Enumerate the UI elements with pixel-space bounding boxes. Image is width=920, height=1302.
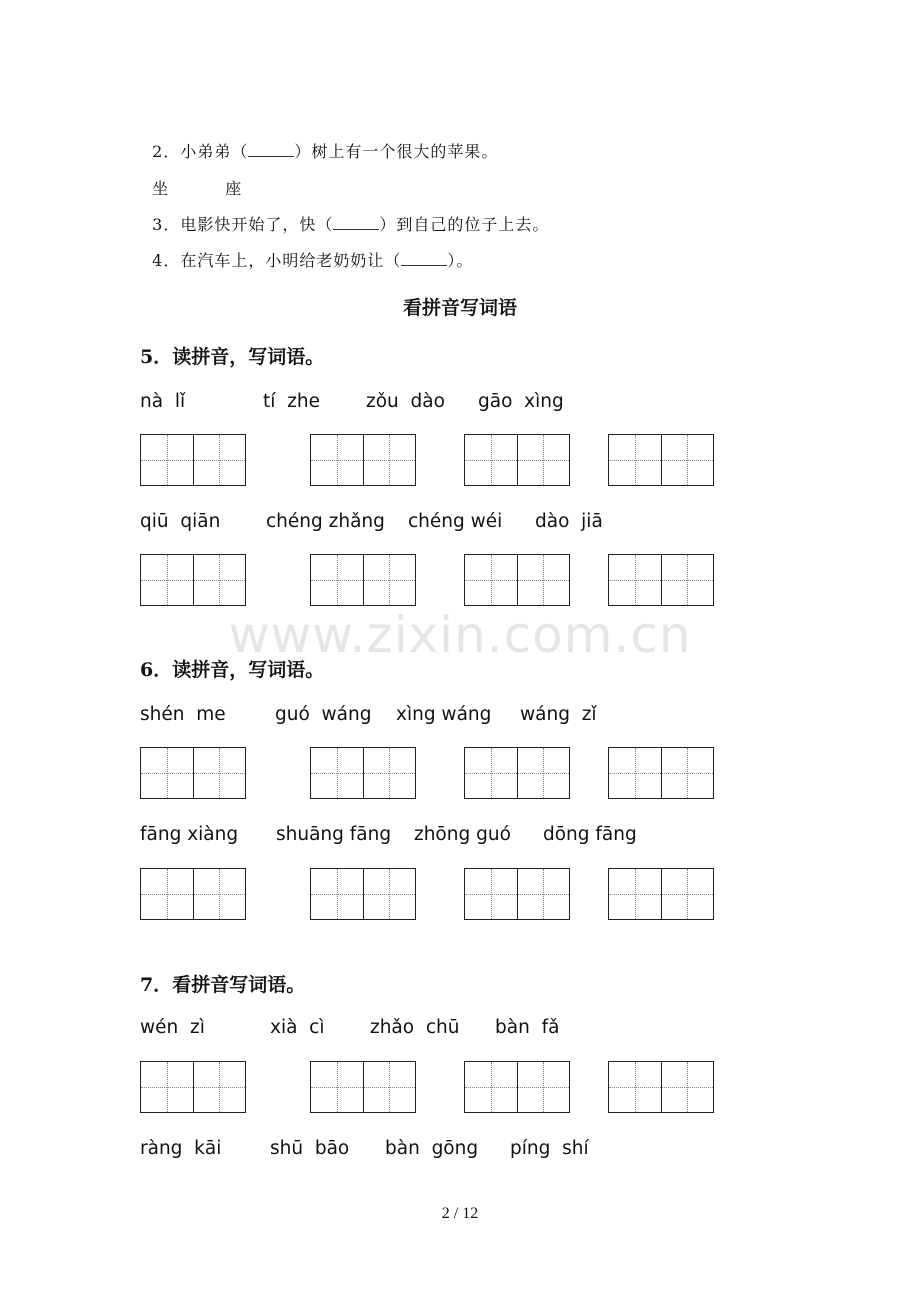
pinyin: qiū qiān	[140, 511, 221, 532]
pinyin: nà lǐ	[140, 391, 186, 412]
question-7-title: 7．看拼音写词语。	[140, 974, 306, 996]
tianzige-writing-box[interactable]	[608, 1061, 714, 1113]
grid-guide-line	[465, 1087, 569, 1088]
grid-guide-line	[311, 580, 415, 581]
sentence-4	[140, 229, 473, 271]
answer-blank[interactable]	[401, 253, 447, 266]
grid-guide-line	[141, 460, 245, 461]
grid-guide-line	[141, 894, 245, 895]
pinyin: gāo xìng	[478, 391, 564, 412]
pinyin: wén zì	[140, 1017, 205, 1038]
question-6-title: 6．读拼音，写词语。	[140, 659, 325, 681]
grid-guide-line	[465, 894, 569, 895]
tianzige-writing-box[interactable]	[608, 747, 714, 799]
tianzige-writing-box[interactable]	[464, 868, 570, 920]
sentence-2-before: 2．小弟弟（	[152, 142, 249, 161]
grid-guide-line	[609, 580, 713, 581]
tianzige-writing-box[interactable]	[608, 554, 714, 606]
pinyin: dōng fāng	[543, 824, 637, 845]
question-5-title: 5．读拼音，写词语。	[140, 346, 325, 368]
grid-guide-line	[141, 1087, 245, 1088]
grid-guide-line	[609, 460, 713, 461]
sentence-4-before: 4．在汽车上，小明给老奶奶让（	[152, 251, 402, 270]
grid-guide-line	[311, 773, 415, 774]
pinyin: píng shí	[510, 1138, 589, 1159]
grid-guide-line	[465, 773, 569, 774]
pinyin: xìng wáng	[396, 704, 492, 725]
tianzige-writing-box[interactable]	[140, 868, 246, 920]
grid-guide-line	[465, 580, 569, 581]
pinyin: shén me	[140, 704, 226, 725]
tianzige-writing-box[interactable]	[140, 554, 246, 606]
grid-guide-line	[141, 773, 245, 774]
tianzige-writing-box[interactable]	[464, 554, 570, 606]
tianzige-writing-box[interactable]	[140, 747, 246, 799]
pinyin: dào jiā	[535, 511, 603, 532]
tianzige-writing-box[interactable]	[464, 434, 570, 486]
pinyin: wáng zǐ	[520, 704, 597, 725]
tianzige-writing-box[interactable]	[608, 434, 714, 486]
sentence-3-after: ）到自己的位子上去。	[379, 215, 550, 234]
pinyin: guó wáng	[275, 704, 372, 725]
grid-guide-line	[609, 1087, 713, 1088]
pinyin: shuāng fāng	[276, 824, 392, 845]
pinyin: xià cì	[270, 1017, 325, 1038]
answer-blank[interactable]	[248, 144, 294, 157]
sentence-4-after: ）。	[447, 251, 474, 270]
tianzige-writing-box[interactable]	[140, 434, 246, 486]
grid-guide-line	[141, 580, 245, 581]
tianzige-writing-box[interactable]	[310, 868, 416, 920]
grid-guide-line	[311, 1087, 415, 1088]
grid-guide-line	[311, 460, 415, 461]
word-choice-2: 座	[225, 179, 243, 198]
word-choice-1: 坐	[152, 179, 170, 198]
tianzige-writing-box[interactable]	[140, 1061, 246, 1113]
pinyin: tí zhe	[263, 391, 320, 412]
grid-guide-line	[311, 894, 415, 895]
sentence-2-after: ）树上有一个很大的苹果。	[294, 142, 499, 161]
pinyin: ràng kāi	[140, 1138, 222, 1159]
pinyin: bàn gōng	[385, 1138, 479, 1159]
pinyin: shū bāo	[270, 1138, 350, 1159]
tianzige-writing-box[interactable]	[464, 747, 570, 799]
pinyin: zhǎo chū	[370, 1017, 460, 1038]
pinyin: chéng wéi	[408, 511, 503, 532]
tianzige-writing-box[interactable]	[310, 434, 416, 486]
grid-guide-line	[609, 773, 713, 774]
tianzige-writing-box[interactable]	[310, 747, 416, 799]
tianzige-writing-box[interactable]	[310, 554, 416, 606]
sentence-2	[140, 120, 498, 162]
tianzige-writing-box[interactable]	[310, 1061, 416, 1113]
grid-guide-line	[465, 460, 569, 461]
pinyin: zǒu dào	[366, 391, 445, 412]
pinyin: chéng zhǎng	[266, 511, 385, 532]
pinyin: fāng xiàng	[140, 824, 239, 845]
watermark: www.zixin.com.cn	[228, 606, 692, 664]
pinyin: bàn fǎ	[495, 1017, 560, 1038]
sentence-3-before: 3．电影快开始了，快（	[152, 215, 334, 234]
page-number: 2 / 12	[441, 1205, 479, 1222]
section-title: 看拼音写词语	[402, 297, 517, 319]
tianzige-writing-box[interactable]	[464, 1061, 570, 1113]
grid-guide-line	[609, 894, 713, 895]
tianzige-writing-box[interactable]	[608, 868, 714, 920]
pinyin: zhōng guó	[414, 824, 511, 845]
